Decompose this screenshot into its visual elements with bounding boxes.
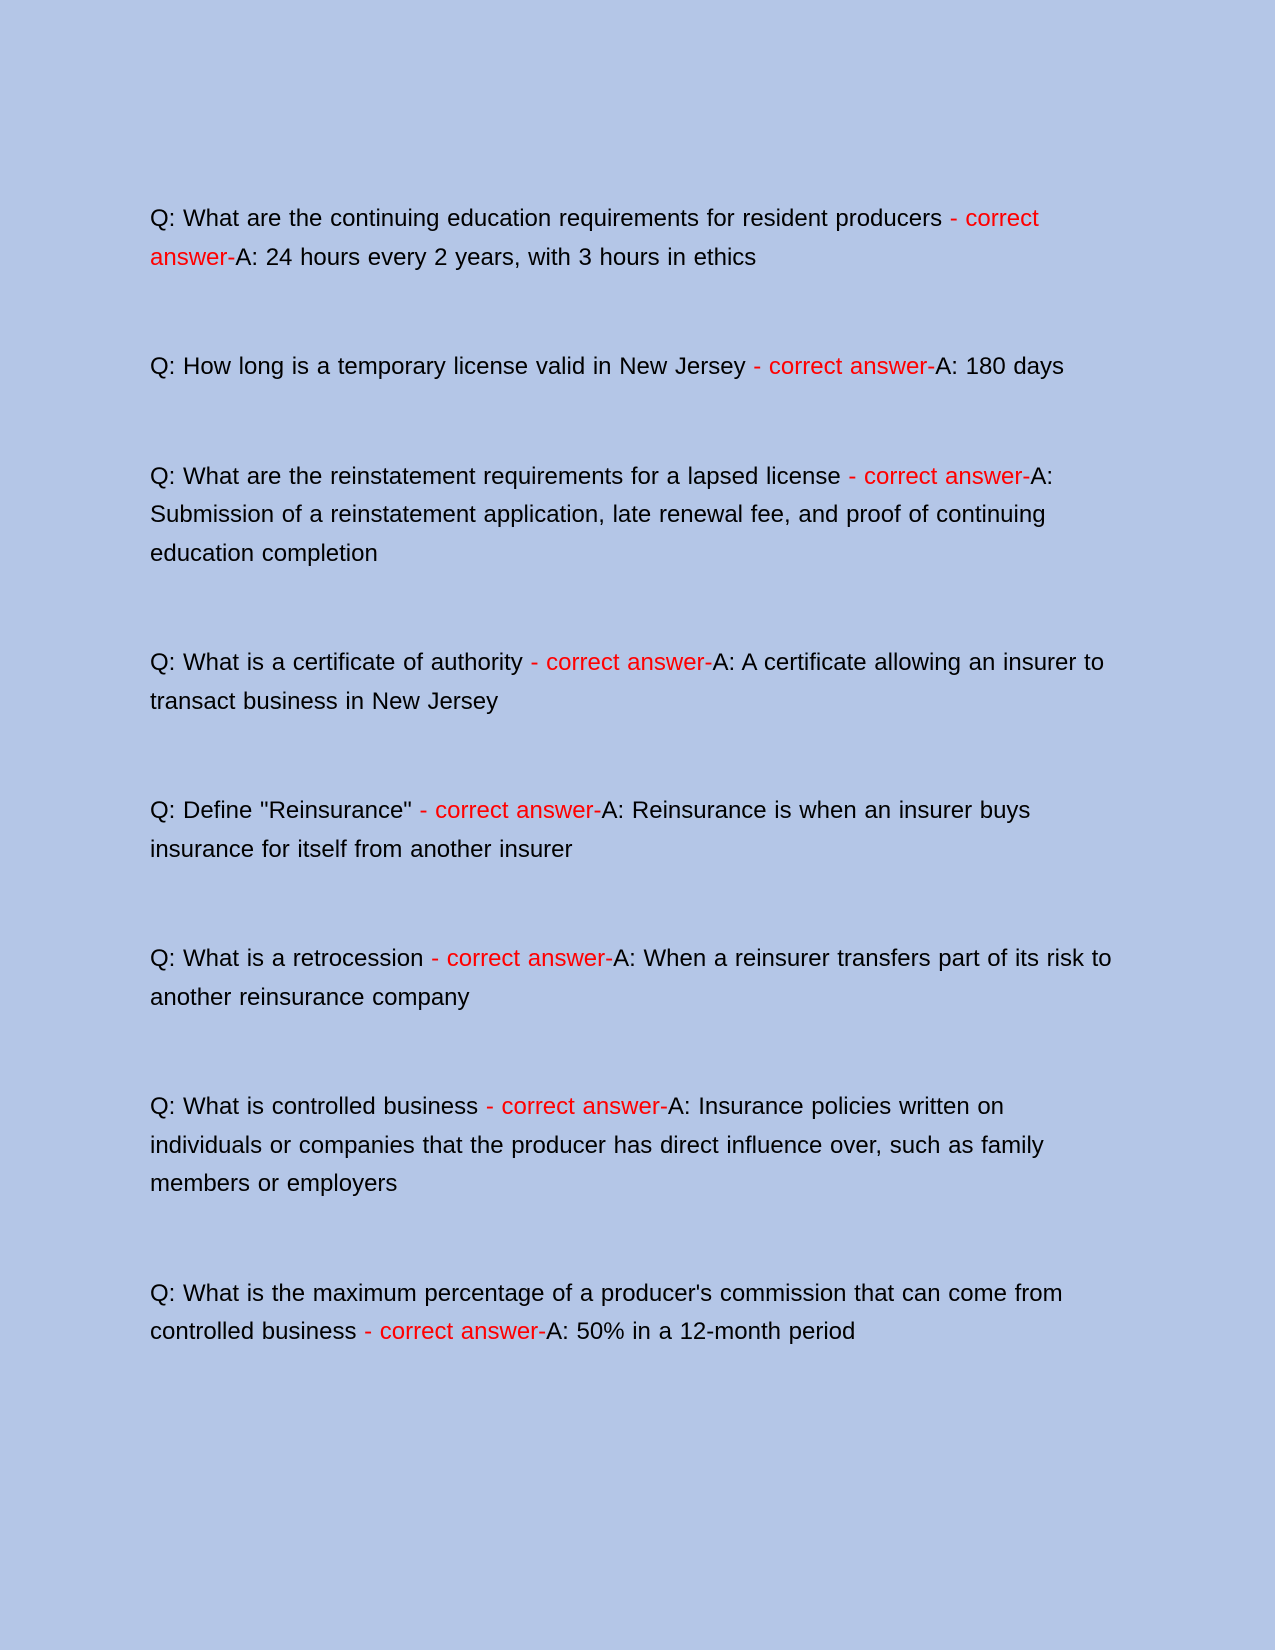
qa-item [150,1275,1115,1352]
correct-answer-marker: - correct answer- [848,462,1031,490]
correct-answer-marker: - correct answer- [150,205,1039,271]
qa-list [150,200,1115,1352]
question-text: Q: What is a certificate of authority [150,649,531,676]
answer-text: A: Reinsurance is when an insurer buys insurance for itself from another insurer [150,797,1031,863]
correct-answer-marker: - correct answer- [530,649,713,676]
answer-text: A: 50% in a 12-month period [546,1318,856,1345]
answer-text: A: Submission of a reinstatement application, late renewal fee, and proof of continuing education completion [150,462,1054,567]
correct-answer-marker: - correct answer- [485,1093,668,1120]
qa-item [150,940,1115,1017]
question-text: Q: What is the maximum percentage of a producer's commission that can come from controlled business [150,1279,1063,1345]
answer-text: A: When a reinsurer transfers part of its risk to another reinsurance company [150,945,1112,1011]
qa-item [150,1088,1115,1204]
question-text: Q: What is controlled business [150,1093,486,1120]
qa-item [150,644,1115,721]
answer-text: A: 24 hours every 2 years, with 3 hours in ethics [235,243,757,271]
question-text: Q: What are the reinstatement requirements for a lapsed license [150,462,849,490]
answer-text: A: Insurance policies written on individuals or companies that the producer has direct influence over, such as family members or employers [150,1093,1044,1197]
question-text: Q: Define "Reinsurance" [150,797,420,824]
correct-answer-marker: - correct answer- [753,353,936,380]
answer-text: A: A certificate allowing an insurer to transact business in New Jersey [150,649,1105,715]
qa-item [150,348,1115,387]
correct-answer-marker: - correct answer- [431,945,614,972]
answer-text: A: 180 days [935,353,1065,380]
correct-answer-marker: - correct answer- [364,1318,547,1345]
qa-item [150,792,1115,869]
qa-item [150,200,1115,277]
question-text: Q: What are the continuing education requirements for resident producers [150,205,950,232]
question-text: Q: What is a retrocession [150,945,432,972]
question-text: Q: How long is a temporary license valid in New Jersey [150,353,754,380]
correct-answer-marker: - correct answer- [419,797,602,824]
qa-item [150,458,1115,574]
